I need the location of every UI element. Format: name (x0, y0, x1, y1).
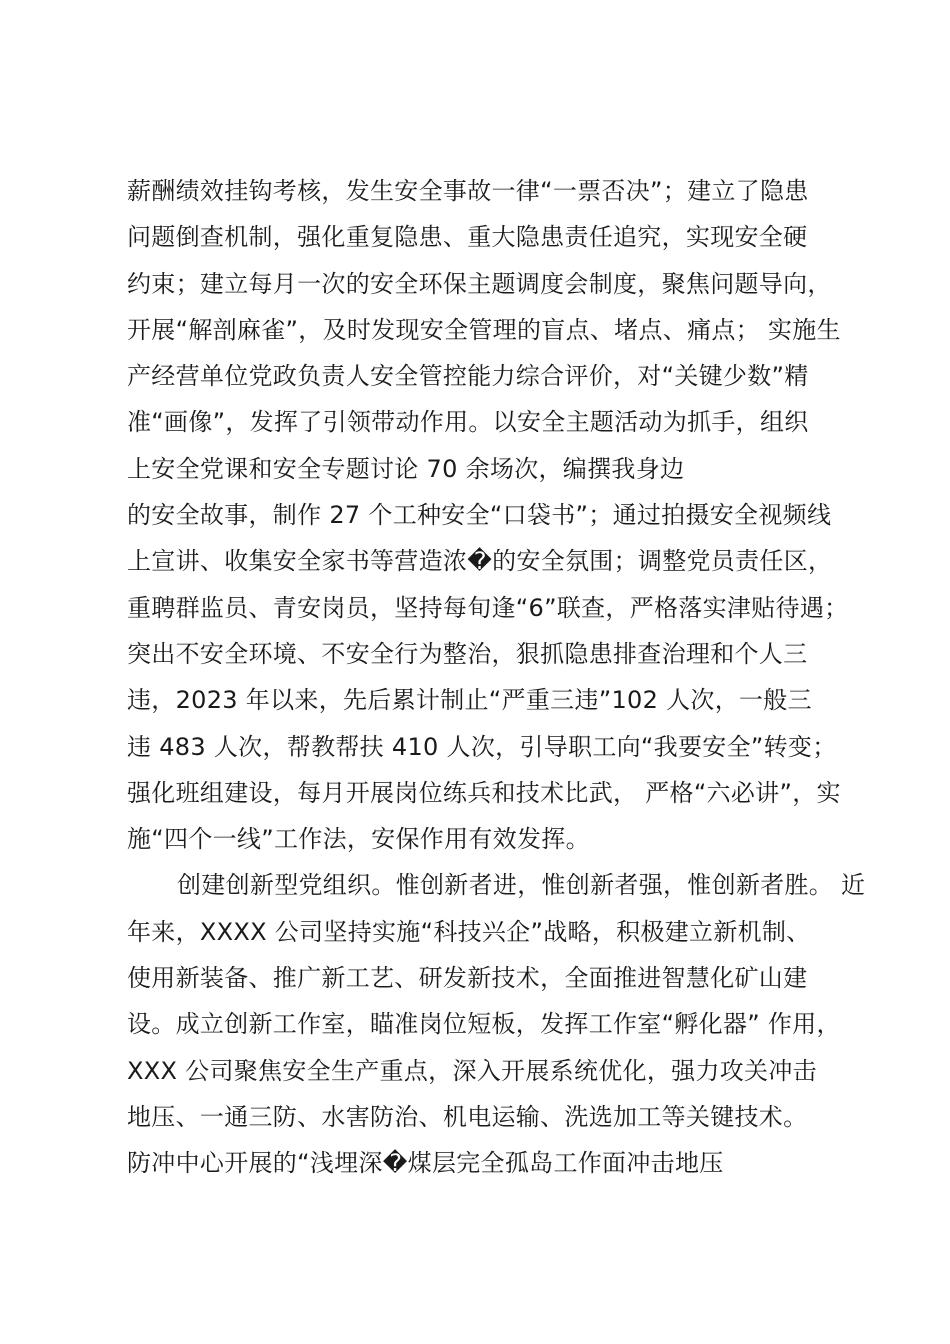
text-line: 问题倒查机制，强化重复隐患、重大隐患责任追究，实现安全硬 (127, 223, 808, 252)
text-line: 上宣讲、收集安全家书等营造浓�的安全氛围；调整党员责任区， (127, 547, 833, 576)
text-line: 违，2023 年以来，先后累计制止“严重三违”102 人次，一般三 (127, 686, 812, 715)
paragraph-start-line: 创建创新型党组织。惟创新者进，惟创新者强，惟创新者胜。 近 (177, 871, 866, 900)
text-line: 年来，XXXX 公司坚持实施“科技兴企”战略，积极建立新机制、 (127, 917, 811, 946)
text-line: 上安全党课和安全专题讨论 70 余场次，编撰我身边 (127, 454, 685, 483)
text-line: 重聘群监员、青安岗员，坚持每旬逢“6”联查，严格落实津贴待遇； (127, 593, 849, 622)
text-line: 防冲中心开展的“浅埋深�煤层完全孤岛工作面冲击地压 (127, 1149, 724, 1178)
text-line: 施“四个一线”工作法，安保作用有效发挥。 (127, 825, 590, 854)
text-line: 的安全故事，制作 27 个工种安全“口袋书”；通过拍摄安全视频线 (127, 501, 832, 530)
text-line: 使用新装备、推广新工艺、研发新技术，全面推进智慧化矿山建 (127, 964, 808, 993)
body-text (127, 168, 887, 1187)
text-line: 约束；建立每月一次的安全环保主题调度会制度，聚焦问题导向， (127, 269, 832, 298)
text-line: 突出不安全环境、不安全行为整治，狠抓隐患排查治理和个人三 (127, 639, 808, 668)
text-line: XXX 公司聚焦安全生产重点，深入开展系统优化，强力攻关冲击 (127, 1056, 817, 1085)
text-line: 薪酬绩效挂钩考核，发生安全事故一律“一票否决”；建立了隐患 (127, 177, 809, 205)
text-line: 准“画像”，发挥了引领带动作用。以安全主题活动为抓手，组织 (127, 408, 809, 437)
text-line: 地压、一通三防、水害防治、机电运输、洗选加工等关键技术。 (127, 1102, 808, 1131)
text-line: 违 483 人次，帮教帮扶 410 人次，引导职工向“我要安全”转变； (127, 732, 837, 761)
text-line: 设。成立创新工作室，瞄准岗位短板，发挥工作室“孵化器” 作用， (127, 1010, 841, 1039)
text-line: 强化班组建设，每月开展岗位练兵和技术比武， 严格“六必讲”，实 (127, 778, 841, 807)
text-line: 产经营单位党政负责人安全管控能力综合评价，对“关键少数”精 (127, 362, 809, 391)
text-line: 开展“解剖麻雀”，及时发现安全管理的盲点、堵点、痛点； 实施生 (127, 315, 841, 344)
